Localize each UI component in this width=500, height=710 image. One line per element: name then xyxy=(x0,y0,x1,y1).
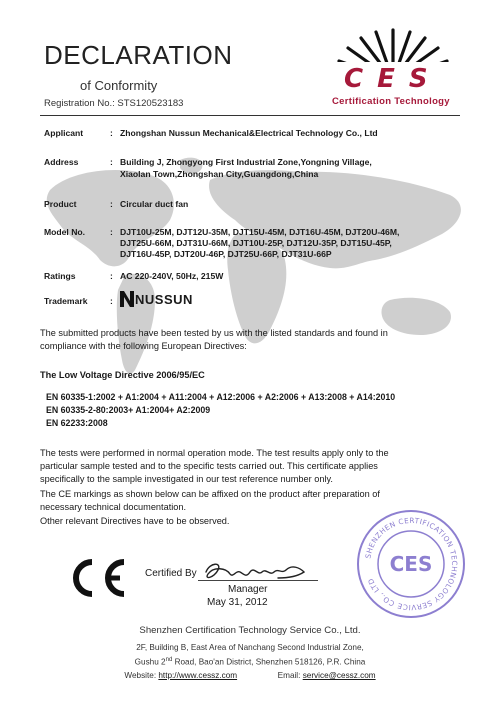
footer-address-2-sup: nd xyxy=(165,657,173,663)
ces-seal-center-text: CES xyxy=(389,552,433,576)
footer-website-label: Website: xyxy=(124,671,157,680)
ces-seal-ring-text: SHENZHEN CERTIFICATION TECHNOLOGY SERVICE CO., LTD xyxy=(363,515,460,613)
header-divider xyxy=(40,115,460,116)
trademark-label: Trademark xyxy=(44,296,88,306)
applicant-colon: : xyxy=(110,128,113,138)
ces-logo-letters: CES xyxy=(344,64,442,94)
document-subtitle: of Conformity xyxy=(80,78,158,93)
ce-mark-icon xyxy=(68,558,130,598)
footer-website-link[interactable]: http://www.cessz.com xyxy=(158,671,238,680)
signature-line xyxy=(198,580,318,581)
ces-logo-tagline: Certification Technology xyxy=(332,96,450,107)
tests-line-3: specifically to the sample investigated in our test reference number only. xyxy=(40,474,333,484)
footer-contact xyxy=(0,671,500,680)
directive-heading: The Low Voltage Directive 2006/95/EC xyxy=(40,370,205,380)
standard-1: EN 60335-1:2002 + A1:2004 + A11:2004 + A12:2006 + A2:2006 + A13:2008 + A14:2010 xyxy=(46,392,396,402)
model-colon: : xyxy=(110,227,113,237)
ces-logo xyxy=(326,18,460,110)
ratings-label: Ratings xyxy=(44,271,76,281)
signer-role: Manager xyxy=(228,584,268,595)
model-line-2: DJT25U-66M, DJT31U-66M, DJT10U-25P, DJT12U-35P, DJT15U-45P, xyxy=(120,238,392,248)
ces-seal-stamp-icon xyxy=(355,508,467,620)
footer-address-2-post: Road, Bao'an District, Shenzhen 518126, P.R. China xyxy=(172,657,366,667)
standard-2: EN 60335-2-80:2003+ A1:2004+ A2:2009 xyxy=(46,405,211,415)
address-label: Address xyxy=(44,157,79,167)
footer-address-2-pre: Gushu 2 xyxy=(134,657,166,667)
product-value: Circular duct fan xyxy=(120,199,189,209)
other-directives: Other relevant Directives have to be observed. xyxy=(40,516,230,526)
footer-company: Shenzhen Certification Technology Service Co., Ltd. xyxy=(139,625,361,636)
nussun-n-icon xyxy=(120,291,134,307)
trademark-value: NUSSUN xyxy=(135,292,193,307)
footer-address-1: 2F, Building B, East Area of Nanchang Second Industrial Zone, xyxy=(136,643,364,652)
ces-seal xyxy=(355,508,467,620)
document-title: DECLARATION xyxy=(44,40,233,70)
footer-address-2 xyxy=(0,657,500,667)
product-colon: : xyxy=(110,199,113,209)
signature-date: May 31, 2012 xyxy=(207,597,268,608)
tests-line-2: particular sample tested and to the specific tests carried out. This certificate applies xyxy=(40,461,378,471)
trademark-colon: : xyxy=(110,296,113,306)
address-colon: : xyxy=(110,157,113,167)
footer-email-link[interactable]: service@cessz.com xyxy=(302,671,376,680)
tests-line-1: The tests were performed in normal operation mode. The test results apply only to the xyxy=(40,448,389,458)
model-line-1: DJT10U-25M, DJT12U-35M, DJT15U-45M, DJT16U-45M, DJT20U-46M, xyxy=(120,227,400,237)
model-line-3: DJT16U-45P, DJT20U-46P, DJT25U-66P, DJT31U-66P xyxy=(120,249,332,259)
address-line-1: Building J, Zhongyong First Industrial Zone,Yongning Village, xyxy=(120,157,372,167)
standard-3: EN 62233:2008 xyxy=(46,418,108,428)
footer-email-label: Email: xyxy=(277,671,301,680)
intro-line-1: The submitted products have been tested by us with the listed standards and found in xyxy=(40,328,388,338)
model-label: Model No. xyxy=(44,227,86,237)
registration-number: Registration No.: STS120523183 xyxy=(44,98,184,109)
product-label: Product xyxy=(44,199,77,209)
ratings-colon: : xyxy=(110,271,113,281)
applicant-value: Zhongshan Nussun Mechanical&Electrical Technology Co., Ltd xyxy=(120,128,378,138)
intro-line-2: compliance with the following European Directives: xyxy=(40,341,247,351)
ce-line-1: The CE markings as shown below can be affixed on the product after preparation of xyxy=(40,489,380,499)
address-line-2: Xiaolan Town,Zhongshan City,Guangdong,China xyxy=(120,169,319,179)
applicant-label: Applicant xyxy=(44,128,84,138)
ce-line-2: necessary technical documentation. xyxy=(40,502,187,512)
ratings-value: AC 220-240V, 50Hz, 215W xyxy=(120,271,224,281)
certified-by-label: Certified By xyxy=(145,568,197,579)
